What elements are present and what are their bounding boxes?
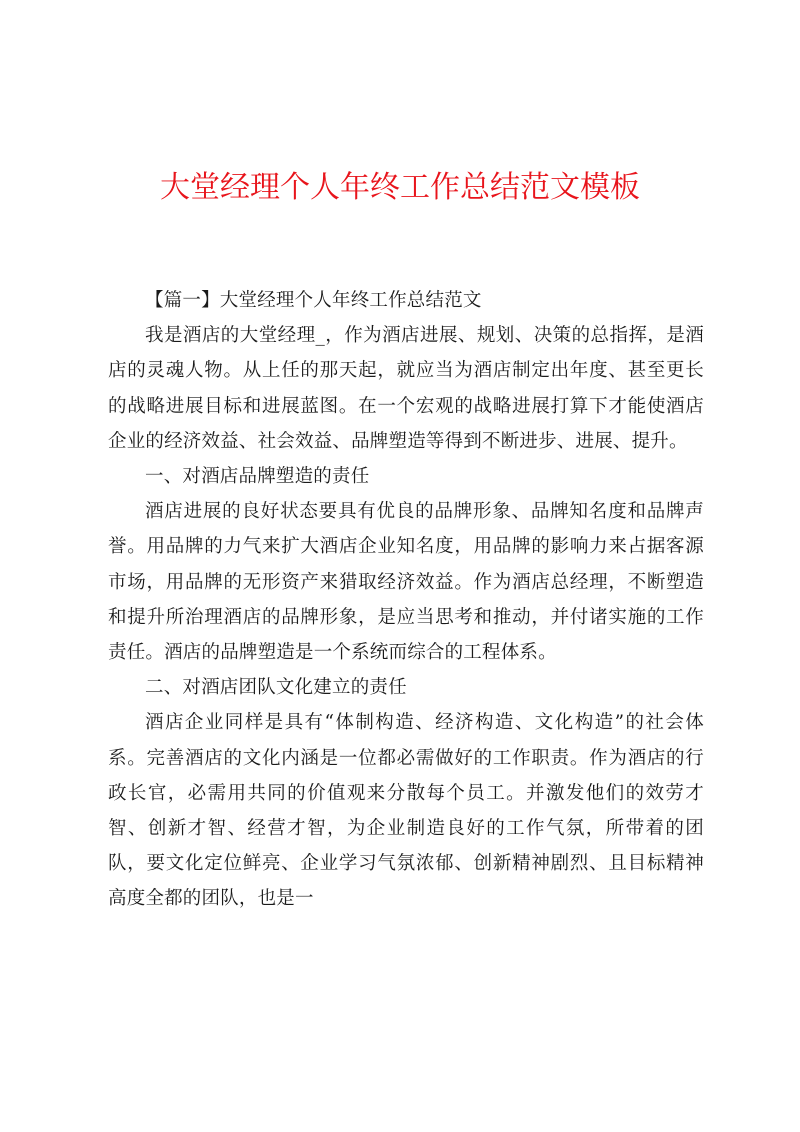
document-body [108, 283, 704, 917]
section-heading-brand: 一、对酒店品牌塑造的责任 [145, 466, 370, 488]
body-paragraph: 我是酒店的大堂经理_，作为酒店进展、规划、决策的总指挥，是酒店的灵魂人物。从上任的那天起，就应当为酒店制定出年度、甚至更长的战略进展目标和进展蓝图。在一个宏观的战略进展打算下才能使酒店企业的经济效益、社会效益、品牌塑造等得到不断进步、进展、提升。 [108, 325, 704, 452]
body-paragraph: 酒店企业同样是具有“体制构造、经济构造、文化构造”的社会体系。完善酒店的文化内涵是一位都必需做好的工作职责。作为酒店的行政长官，必需用共同的价值观来分散每个员工。并激发他们的效劳才智、创新才智、经营才智，为企业制造良好的工作气氛，所带着的团队，要文化定位鲜亮、企业学习气氛浓郁、创新精神剧烈、且目标精神高度全都的团队，也是一 [108, 712, 704, 910]
body-paragraph: 酒店进展的良好状态要具有优良的品牌形象、品牌知名度和品牌声誉。用品牌的力气来扩大酒店企业知名度，用品牌的影响力来占据客源市场，用品牌的无形资产来猎取经济效益。作为酒店总经理，不断塑造和提升所治理酒店的品牌形象，是应当思考和推动，并付诸实施的工作责任。酒店的品牌塑造是一个系统而综合的工程体系。 [108, 501, 704, 664]
document-title: 大堂经理个人年终工作总结范文模板 [160, 170, 640, 205]
section-heading-team-culture: 二、对酒店团队文化建立的责任 [145, 677, 407, 699]
section-heading-part-one: 【篇一】大堂经理个人年终工作总结范文 [145, 290, 482, 311]
